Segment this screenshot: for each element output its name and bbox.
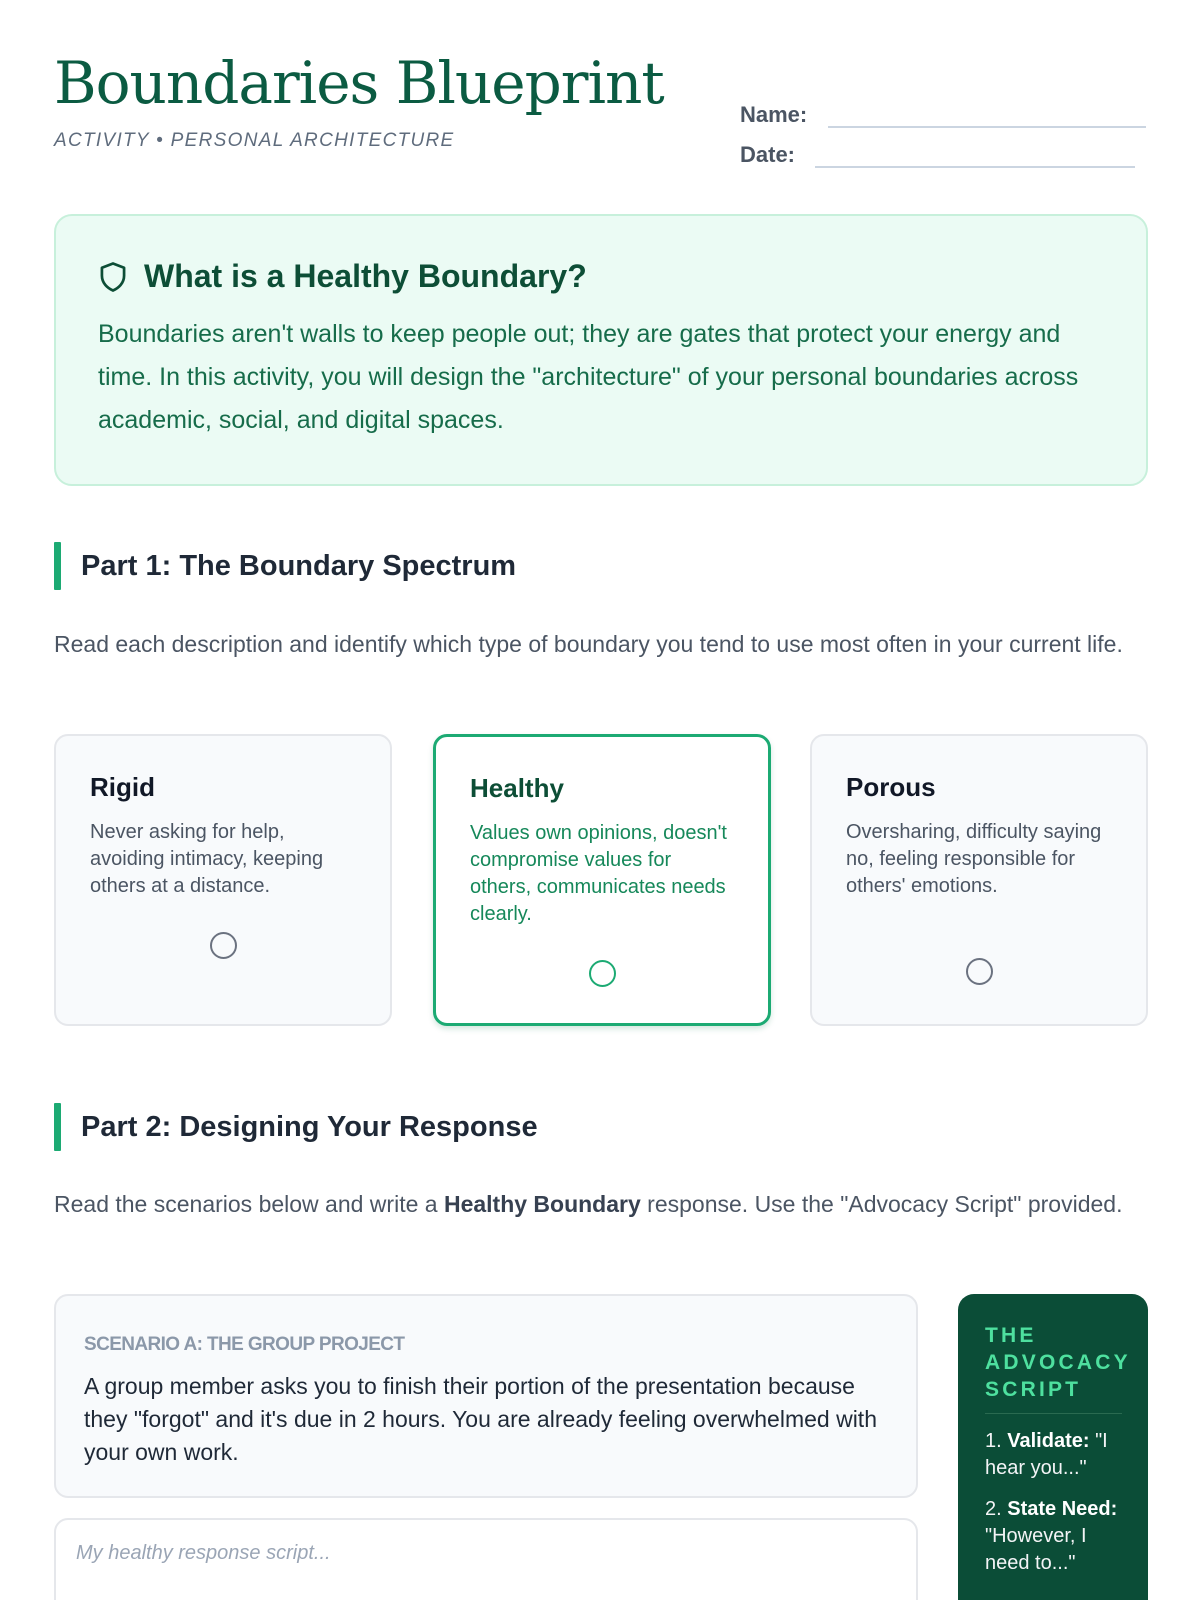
- card-text: Values own opinions, doesn't compromise values for others, communicates needs clearly.: [470, 822, 727, 925]
- card-title: Porous: [846, 772, 936, 802]
- part2-title: Part 2: Designing Your Response: [81, 1110, 538, 1143]
- shield-icon: [98, 261, 128, 293]
- step-label: Validate:: [1007, 1430, 1090, 1452]
- step-number: 2.: [985, 1498, 1002, 1520]
- part1-instructions: Read each description and identify which type of boundary you tend to use most often in your current life.: [54, 631, 1123, 657]
- boundary-card-healthy[interactable]: [433, 734, 771, 1026]
- porous-radio[interactable]: [966, 958, 993, 985]
- intro-callout: [54, 214, 1148, 486]
- instructions-text: Read the scenarios below and write a: [54, 1191, 444, 1217]
- card-title: Rigid: [90, 772, 155, 802]
- worksheet-header: [54, 49, 1146, 167]
- scenario-label: SCENARIO A: THE GROUP PROJECT: [84, 1334, 405, 1355]
- name-label: Name:: [740, 102, 808, 127]
- instructions-emphasis: Healthy Boundary: [443, 1191, 641, 1217]
- page-subtitle: ACTIVITY • PERSONAL ARCHITECTURE: [54, 129, 455, 151]
- boundary-card-porous[interactable]: [810, 734, 1148, 1026]
- step-label: State Need:: [1007, 1498, 1118, 1520]
- part2-heading: [54, 1103, 538, 1151]
- date-label: Date:: [740, 142, 796, 167]
- rigid-radio[interactable]: [210, 932, 237, 959]
- healthy-radio[interactable]: [589, 960, 616, 987]
- part2-instructions: [54, 1188, 1154, 1221]
- boundary-card-rigid[interactable]: [54, 734, 392, 1026]
- scenario-text: A group member asks you to finish their portion of the presentation because they "forgot" and it's due in 2 hours. You are already feeling overwhelmed with your own work.: [84, 1373, 877, 1465]
- advocacy-script-title: THE ADVOCACY SCRIPT: [985, 1322, 1122, 1414]
- student-info: [740, 88, 1160, 168]
- date-field[interactable]: [815, 146, 1135, 168]
- intro-text: Boundaries aren't walls to keep people out; they are gates that protect your energy and time. In this activity, you will design the "architecture" of your personal boundaries across academic, social, and digital spaces.: [98, 320, 1079, 434]
- card-text: Never asking for help, avoiding intimacy, keeping others at a distance.: [90, 821, 324, 897]
- step-text: "I hear you...": [985, 1430, 1108, 1479]
- intro-title: What is a Healthy Boundary?: [144, 258, 587, 294]
- advocacy-script-panel: [958, 1294, 1148, 1600]
- page-title: Boundaries Blueprint: [54, 49, 664, 117]
- intro-heading: [98, 258, 1106, 295]
- instructions-text: response. Use the "Advocacy Script" provided.: [640, 1191, 1123, 1217]
- script-step: [985, 1428, 1122, 1482]
- section-accent-bar: [54, 1103, 61, 1151]
- response-input[interactable]: [54, 1518, 918, 1600]
- date-row: [740, 128, 1160, 168]
- script-step: [985, 1496, 1122, 1577]
- scenario-card: [54, 1294, 918, 1498]
- part1-heading: [54, 542, 516, 590]
- step-number: 1.: [985, 1430, 1002, 1452]
- section-accent-bar: [54, 542, 61, 590]
- step-text: "However, I need to...": [985, 1525, 1087, 1574]
- part1-title: Part 1: The Boundary Spectrum: [81, 549, 517, 582]
- name-row: [740, 88, 1160, 128]
- card-text: Oversharing, difficulty saying no, feeling responsible for others' emotions.: [846, 821, 1102, 897]
- name-field[interactable]: [828, 106, 1146, 128]
- card-title: Healthy: [470, 773, 564, 803]
